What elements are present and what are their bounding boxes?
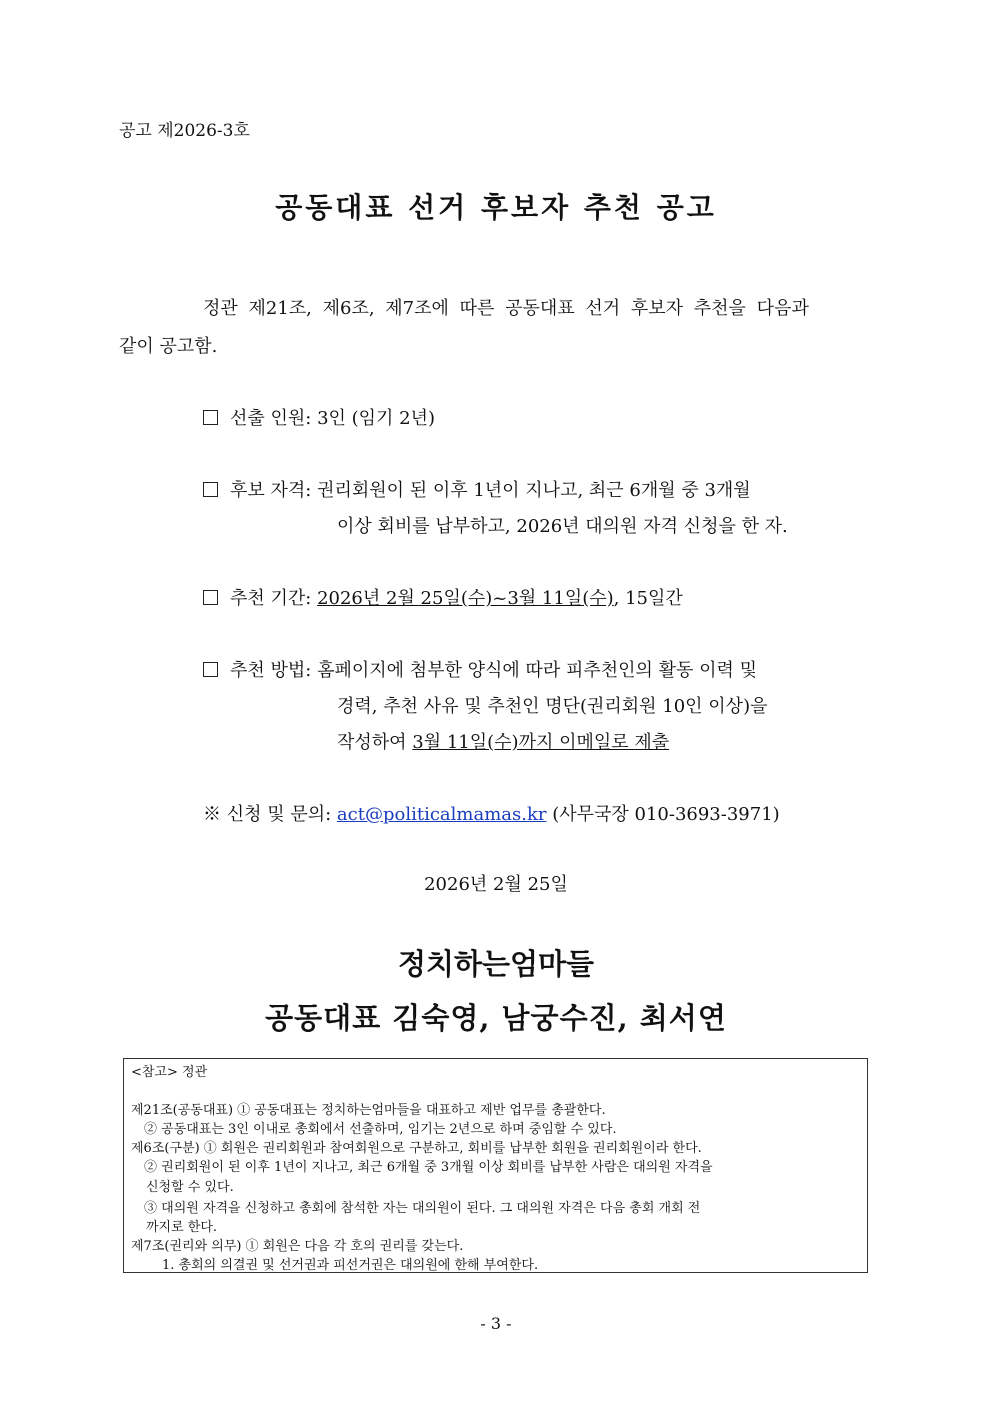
checkbox-square-icon	[203, 590, 218, 605]
quota-label: 선출 인원:	[230, 408, 312, 429]
notice-number: 공고 제2026-3호	[119, 121, 250, 141]
checkbox-square-icon	[203, 482, 218, 497]
reference-line: ② 권리회원이 된 이후 1년이 지나고, 최근 6개월 중 3개월 이상 회비를 납부한 사람은 대의원 자격을	[144, 1160, 713, 1175]
reference-line: ② 공동대표는 3인 이내로 총회에서 선출하며, 임기는 2년으로 하며 중임할 수 있다.	[144, 1122, 617, 1137]
organization-name: 정치하는엄마들	[397, 947, 595, 981]
item-period	[203, 584, 683, 610]
method-line-1: 홈페이지에 첨부한 양식에 따라 피추천인의 활동 이력 및	[317, 660, 758, 681]
notice-date: 2026년 2월 25일	[424, 874, 568, 895]
document-title: 공동대표 선거 후보자 추천 공고	[275, 191, 717, 224]
contact-note: (사무국장 010-3693-3971)	[552, 804, 780, 825]
eligibility-label: 후보 자격:	[230, 480, 312, 501]
intro-line-2: 같이 공고함.	[119, 336, 218, 357]
representatives: 공동대표 김숙영, 남궁수진, 최서연	[265, 1001, 727, 1035]
reference-line: 까지로 한다.	[146, 1220, 218, 1235]
method-line-3	[337, 728, 669, 754]
reference-line: ③ 대의원 자격을 신청하고 총회에 참석한 자는 대의원이 된다. 그 대의원 자격은 다음 총회 개회 전	[144, 1201, 701, 1216]
reference-line: 신청할 수 있다.	[146, 1180, 234, 1195]
contact-email-link[interactable]: act@politicalmamas.kr	[336, 804, 547, 825]
checkbox-square-icon	[203, 410, 218, 425]
period-value: 2026년 2월 25일(수)~3월 11일(수)	[317, 588, 614, 609]
reference-line: 제7조(권리와 의무) ① 회원은 다음 각 호의 권리를 갖는다.	[131, 1239, 464, 1254]
item-method	[203, 656, 757, 682]
eligibility-line-1: 권리회원이 된 이후 1년이 지나고, 최근 6개월 중 3개월	[317, 480, 751, 501]
eligibility-line-2: 이상 회비를 납부하고, 2026년 대의원 자격 신청을 한 자.	[337, 516, 788, 537]
reference-line: 1. 총회의 의결권 및 선거권과 피선거권은 대의원에 한해 부여한다.	[162, 1258, 539, 1273]
reference-line: 제21조(공동대표) ① 공동대표는 정치하는엄마들을 대표하고 제반 업무를 총괄한다.	[131, 1103, 606, 1118]
reference-heading: <참고> 정관	[131, 1065, 208, 1080]
item-eligibility	[203, 476, 751, 502]
contact-line	[203, 800, 780, 826]
contact-label: 신청 및 문의:	[226, 804, 332, 825]
method-deadline: 3월 11일(수)까지 이메일로 제출	[412, 732, 670, 753]
reference-line: 제6조(구분) ① 회원은 권리회원과 참여회원으로 구분하고, 회비를 납부한 회원을 권리회원이라 한다.	[131, 1141, 702, 1156]
method-line-3-prefix: 작성하여	[337, 732, 413, 753]
reference-mark: ※	[203, 804, 221, 825]
quota-value: 3인 (임기 2년)	[317, 408, 436, 429]
method-line-2: 경력, 추천 사유 및 추천인 명단(권리회원 10인 이상)을	[337, 696, 768, 717]
item-quota	[203, 404, 435, 430]
period-label: 추천 기간:	[230, 588, 312, 609]
period-suffix: , 15일간	[613, 588, 683, 609]
reference-box	[123, 1058, 868, 1273]
method-label: 추천 방법:	[230, 660, 312, 681]
intro-line-1: 정관 제21조, 제6조, 제7조에 따른 공동대표 선거 후보자 추천을 다음과	[203, 298, 809, 319]
page-number: - 3 -	[480, 1314, 512, 1333]
checkbox-square-icon	[203, 662, 218, 677]
